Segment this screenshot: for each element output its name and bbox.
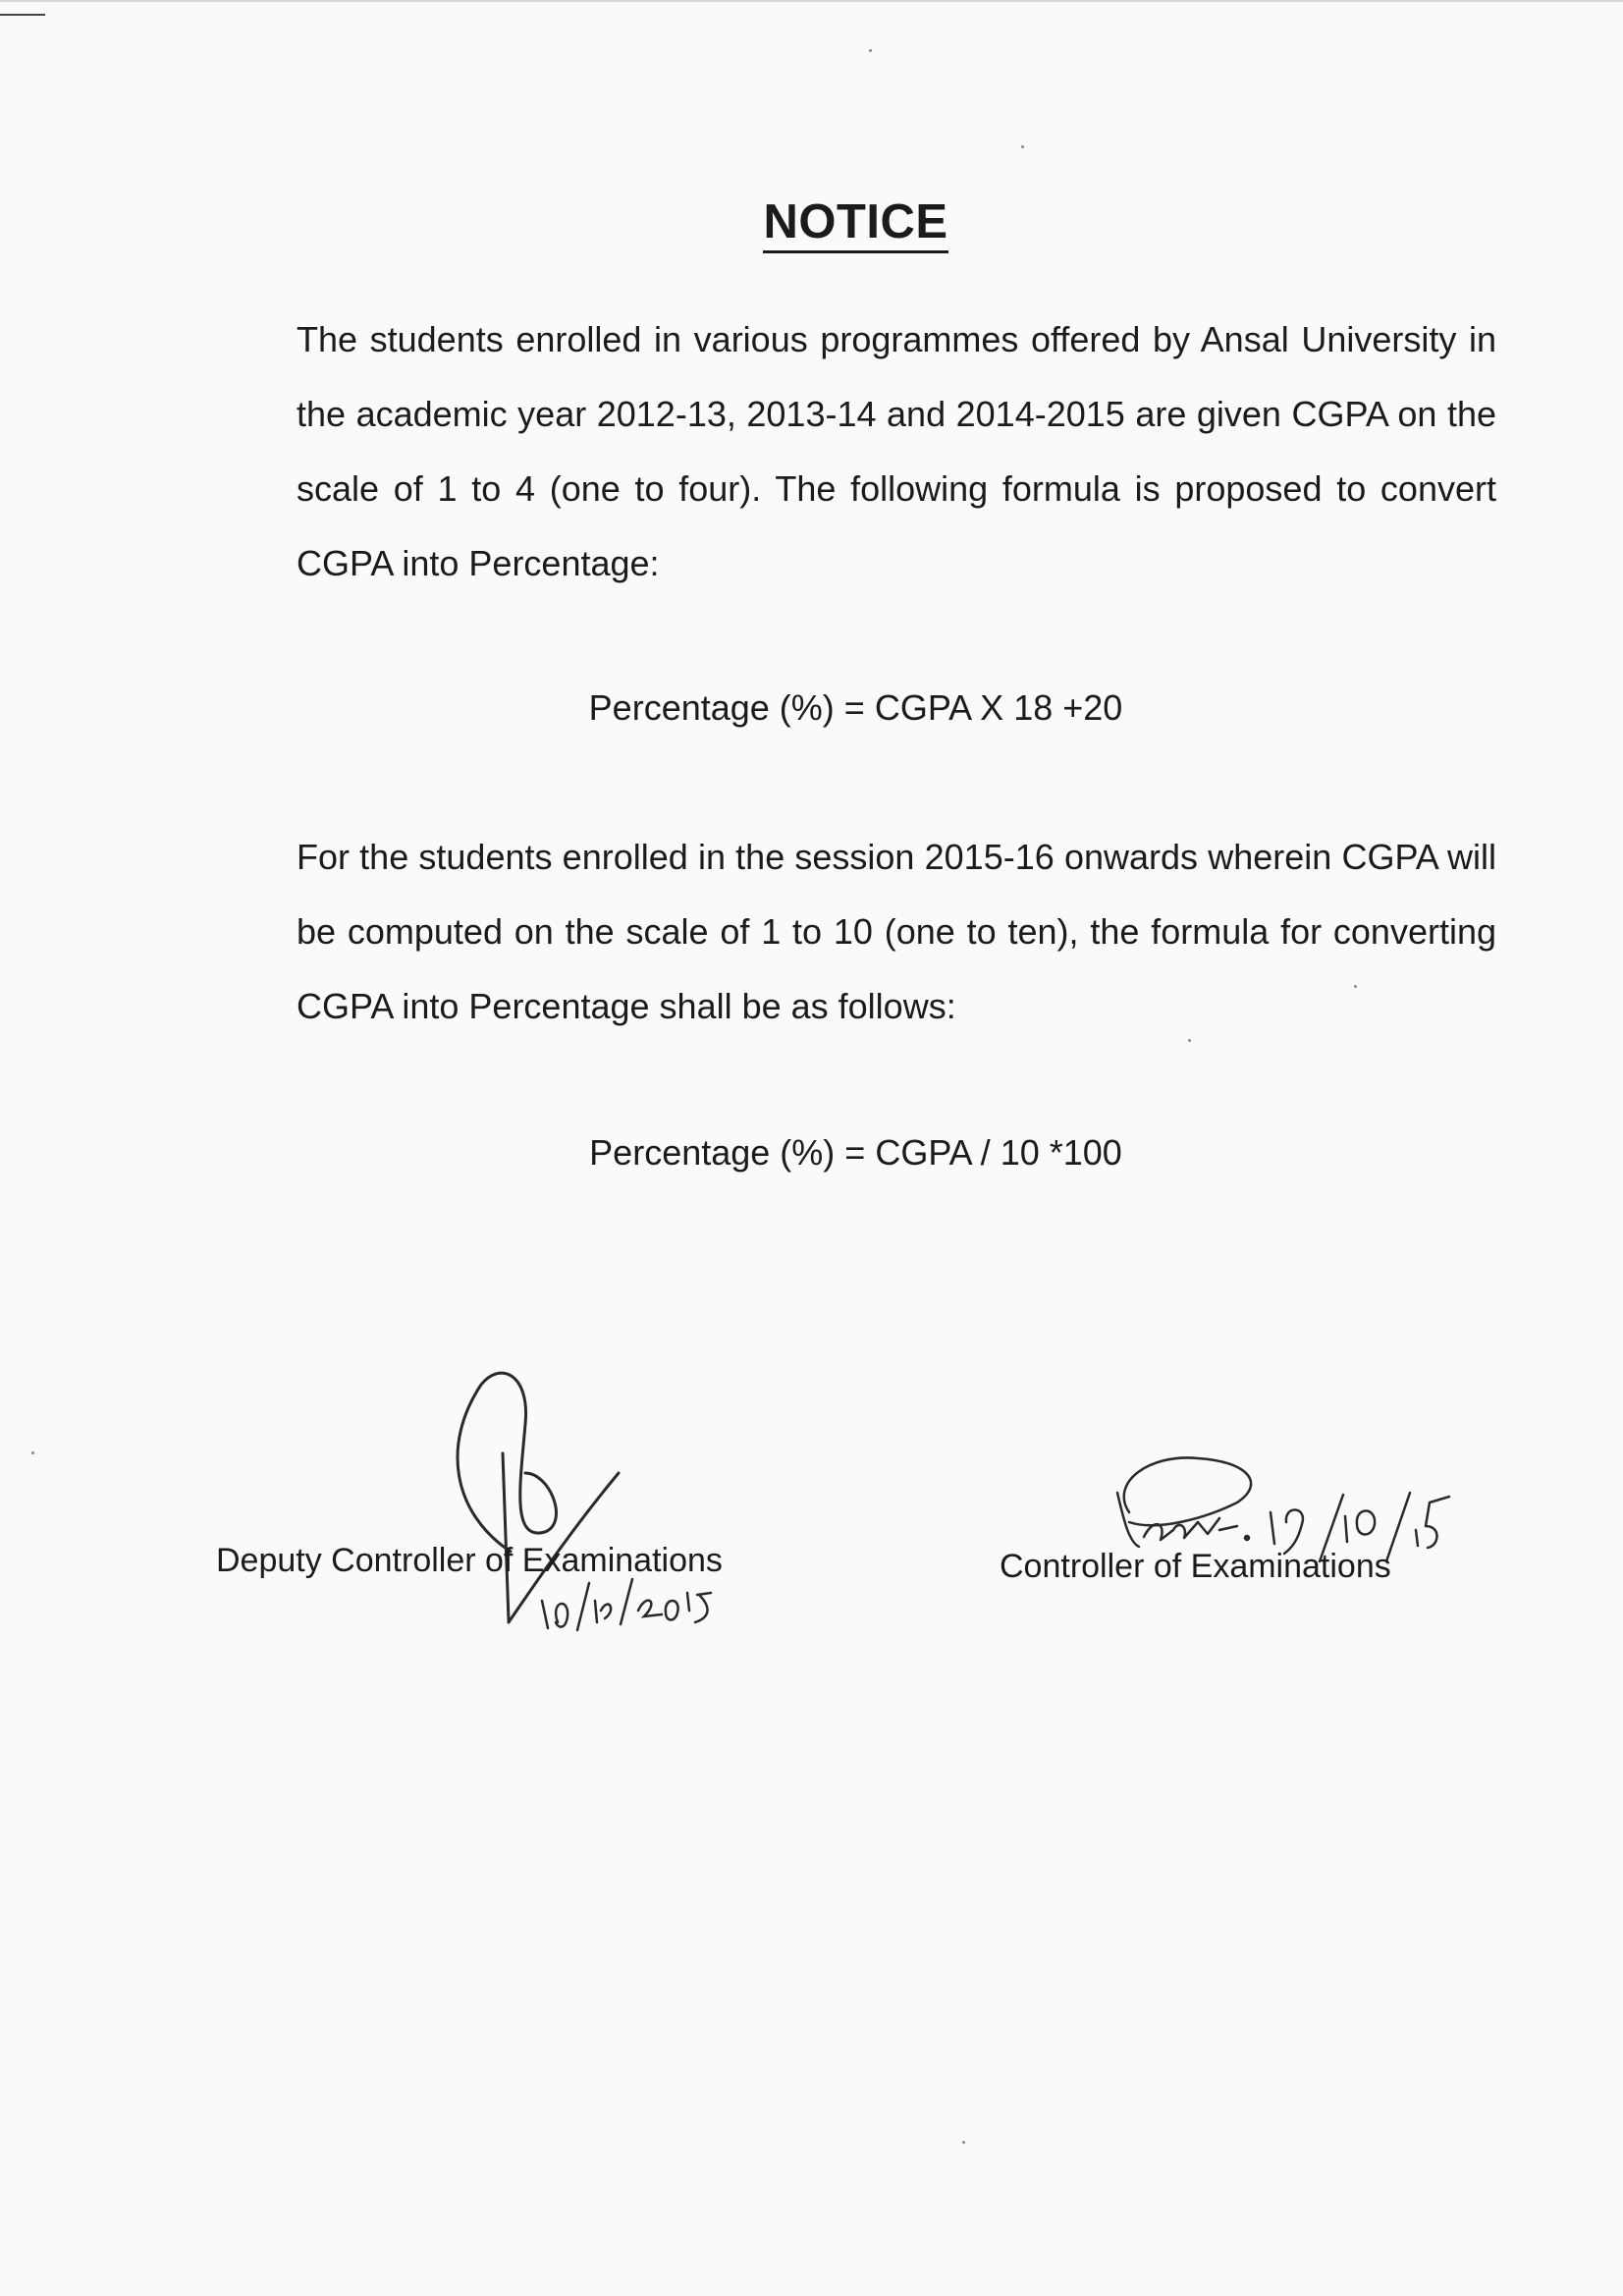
formula-10-scale: Percentage (%) = CGPA / 10 *100: [589, 1132, 1122, 1173]
paragraph-cgpa-4-scale: The students enrolled in various programmes offered by Ansal University in the academic year 2012-13, 2013-14 and 2014-2015 are given CGPA on the scale of 1 to 4 (one to four). The following formula is proposed to convert CGPA into Percentage:: [297, 319, 1496, 583]
scan-speck: [1354, 985, 1357, 988]
deputy-controller-signature: [432, 1365, 727, 1660]
scan-speck: [1021, 145, 1024, 148]
deputy-controller-title: Deputy Controller of Examinations: [216, 1542, 723, 1579]
controller-title: Controller of Examinations: [1000, 1548, 1391, 1585]
notice-title-block: [0, 194, 1623, 249]
scan-speck: [869, 49, 872, 52]
scan-speck: [31, 1451, 34, 1454]
notice-title: NOTICE: [763, 195, 947, 253]
scan-edge: [0, 0, 1623, 2]
paragraph-cgpa-10-scale: For the students enrolled in the session 2015-16 onwards wherein CGPA will be computed on the scale of 1 to 10 (one to ten), the formula for converting CGPA into Percentage shall be as follows:: [297, 837, 1496, 1026]
formula-4-scale: Percentage (%) = CGPA X 18 +20: [588, 687, 1123, 728]
scan-speck: [1188, 1039, 1191, 1042]
scan-speck: [962, 2141, 965, 2144]
scan-mark: [0, 14, 45, 16]
